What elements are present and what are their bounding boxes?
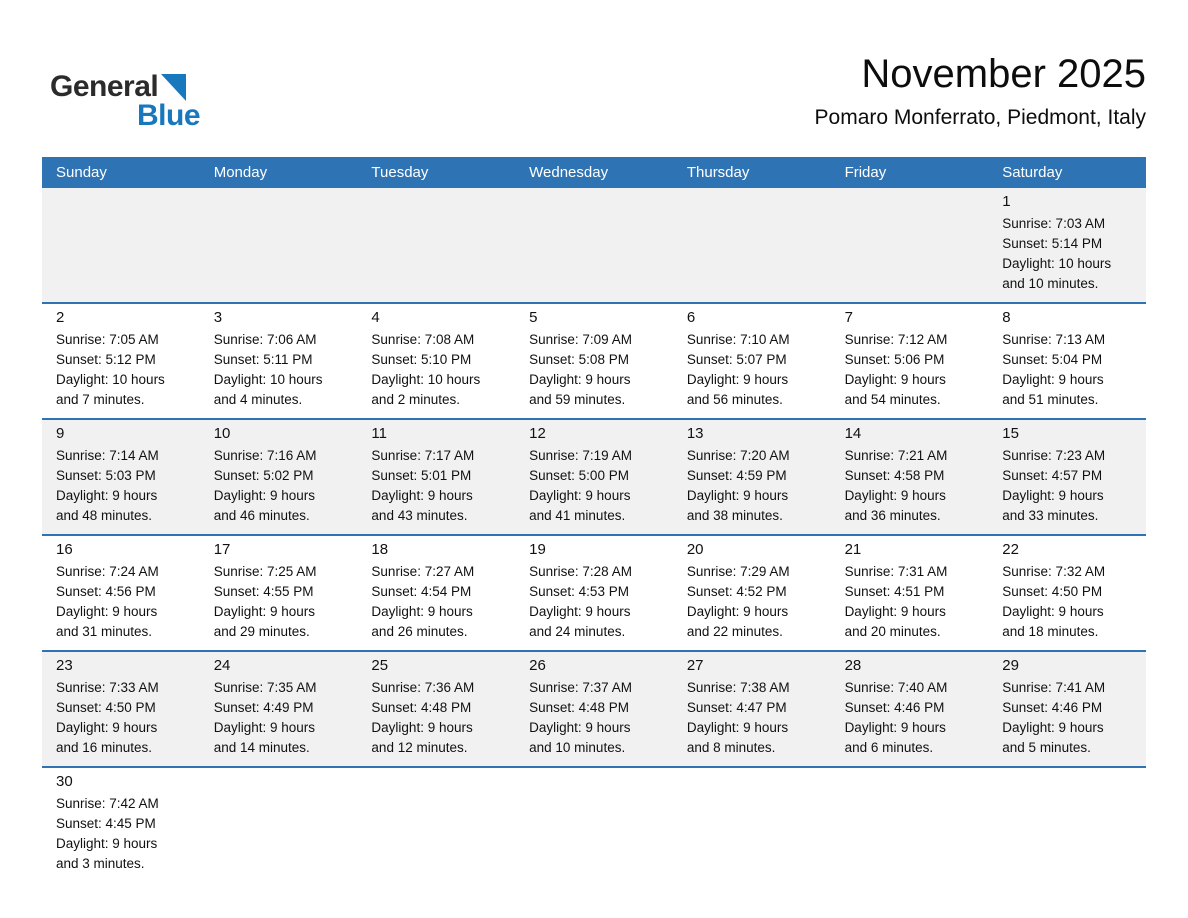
day-detail: Sunset: 4:49 PM: [213, 700, 314, 715]
day-cell: [831, 420, 989, 534]
calendar-weeks: [42, 188, 1146, 882]
day-detail: Sunset: 4:50 PM: [56, 700, 156, 715]
logo-text-general: General: [50, 70, 159, 103]
day-lines: [56, 794, 192, 874]
day-detail: Sunset: 5:02 PM: [213, 468, 314, 483]
title-block: [815, 52, 1146, 130]
day-cell: [357, 304, 515, 418]
empty-cell: [200, 768, 358, 882]
weekday-label-saturday: Saturday: [1002, 164, 1063, 181]
day-detail: Sunset: 5:10 PM: [371, 352, 472, 367]
day-detail: Sunset: 5:11 PM: [213, 352, 313, 367]
day-detail: Sunrise: 7:31 AM: [844, 564, 948, 579]
day-detail: Sunrise: 7:19 AM: [529, 448, 632, 463]
day-number: 22: [1002, 541, 1019, 558]
day-number: 7: [844, 309, 853, 326]
day-lines: [529, 562, 665, 642]
day-detail: Daylight: 9 hours: [56, 488, 158, 503]
week-row: [42, 302, 1146, 418]
day-cell: [673, 420, 831, 534]
day-lines: [845, 330, 981, 410]
day-number: 27: [686, 657, 704, 674]
day-lines: [845, 446, 981, 526]
day-detail: Daylight: 9 hours: [371, 488, 473, 503]
day-number: 23: [56, 657, 73, 674]
weekday-label-friday: Friday: [844, 164, 887, 181]
day-detail: and 22 minutes.: [686, 624, 783, 639]
day-detail: Daylight: 9 hours: [56, 836, 158, 851]
day-cell: [515, 536, 673, 650]
weekday-label-thursday: Thursday: [686, 164, 750, 181]
day-detail: Sunset: 4:50 PM: [1002, 584, 1103, 599]
day-detail: Sunrise: 7:36 AM: [371, 680, 475, 695]
day-detail: Sunrise: 7:20 AM: [686, 448, 790, 463]
day-number: 28: [844, 657, 862, 674]
day-detail: and 46 minutes.: [213, 508, 310, 523]
day-detail: Daylight: 9 hours: [213, 720, 316, 735]
day-detail: Daylight: 9 hours: [213, 604, 316, 619]
day-cell: [42, 304, 200, 418]
day-cell: [988, 420, 1146, 534]
weekday-label-wednesday: Wednesday: [529, 164, 609, 181]
day-detail: and 29 minutes.: [213, 624, 310, 639]
day-detail: Daylight: 9 hours: [529, 604, 631, 619]
day-detail: and 18 minutes.: [1002, 624, 1099, 639]
day-detail: and 12 minutes.: [371, 740, 468, 755]
day-detail: and 59 minutes.: [529, 392, 626, 407]
day-detail: Sunrise: 7:38 AM: [686, 680, 790, 695]
day-lines: [1002, 330, 1138, 410]
day-lines: [56, 330, 192, 410]
day-detail: Daylight: 10 hours: [371, 372, 481, 387]
day-number: 2: [56, 309, 65, 326]
day-number: 25: [371, 657, 389, 674]
empty-cell: [673, 768, 831, 882]
day-cell: [515, 304, 673, 418]
day-detail: Sunrise: 7:29 AM: [686, 564, 790, 579]
day-detail: Sunset: 5:01 PM: [371, 468, 472, 483]
day-cell: [988, 304, 1146, 418]
day-detail: Sunset: 4:55 PM: [213, 584, 314, 599]
day-detail: Sunrise: 7:27 AM: [371, 564, 475, 579]
day-detail: Daylight: 9 hours: [1002, 372, 1104, 387]
day-detail: and 41 minutes.: [529, 508, 626, 523]
day-detail: and 4 minutes.: [213, 392, 303, 407]
day-detail: and 5 minutes.: [1002, 740, 1091, 755]
day-detail: Sunrise: 7:37 AM: [529, 680, 632, 695]
day-detail: Sunset: 4:47 PM: [686, 700, 787, 715]
day-detail: Sunrise: 7:23 AM: [1002, 448, 1106, 463]
day-detail: Daylight: 9 hours: [686, 488, 789, 503]
day-detail: Sunset: 4:45 PM: [56, 816, 156, 831]
day-detail: and 7 minutes.: [56, 392, 145, 407]
day-detail: and 31 minutes.: [56, 624, 153, 639]
day-cell: [200, 420, 358, 534]
day-detail: Daylight: 9 hours: [844, 488, 946, 503]
day-lines: [1002, 562, 1138, 642]
empty-cell: [515, 768, 673, 882]
day-detail: Sunset: 5:12 PM: [56, 352, 156, 367]
day-lines: [56, 446, 192, 526]
empty-cell: [200, 188, 358, 302]
empty-cell: [831, 188, 989, 302]
day-cell: [673, 304, 831, 418]
day-detail: Sunset: 5:06 PM: [844, 352, 945, 367]
day-number: 24: [213, 657, 231, 674]
day-detail: Sunset: 4:52 PM: [686, 584, 787, 599]
day-lines: [529, 330, 665, 410]
day-detail: Daylight: 9 hours: [371, 720, 473, 735]
day-detail: Daylight: 9 hours: [529, 372, 631, 387]
day-detail: Sunrise: 7:21 AM: [844, 448, 948, 463]
day-detail: Daylight: 9 hours: [686, 372, 789, 387]
day-number: 10: [213, 425, 231, 442]
calendar: [42, 157, 1146, 882]
day-detail: Sunrise: 7:14 AM: [56, 448, 159, 463]
day-detail: Sunrise: 7:35 AM: [213, 680, 317, 695]
day-detail: and 36 minutes.: [844, 508, 941, 523]
day-detail: Sunset: 4:46 PM: [844, 700, 945, 715]
day-cell: [988, 536, 1146, 650]
day-cell: [988, 652, 1146, 766]
day-lines: [687, 330, 823, 410]
weekday-label-tuesday: Tuesday: [371, 164, 429, 181]
day-lines: [529, 446, 665, 526]
day-lines: [56, 562, 192, 642]
week-row: [42, 766, 1146, 882]
day-detail: and 10 minutes.: [1002, 276, 1099, 291]
day-detail: Sunrise: 7:28 AM: [529, 564, 632, 579]
day-detail: and 38 minutes.: [686, 508, 783, 523]
day-detail: Daylight: 9 hours: [529, 488, 631, 503]
day-lines: [371, 562, 507, 642]
day-lines: [687, 562, 823, 642]
day-detail: Sunset: 5:04 PM: [1002, 352, 1103, 367]
logo-text-blue: Blue: [137, 99, 201, 132]
day-cell: [831, 536, 989, 650]
day-lines: [214, 678, 350, 758]
day-detail: Sunset: 4:54 PM: [371, 584, 472, 599]
day-detail: Sunrise: 7:09 AM: [529, 332, 632, 347]
day-detail: Sunrise: 7:08 AM: [371, 332, 475, 347]
day-detail: Daylight: 9 hours: [844, 372, 946, 387]
day-number: 4: [371, 309, 380, 326]
day-cell: [357, 536, 515, 650]
day-detail: Sunset: 5:14 PM: [1002, 236, 1103, 251]
day-detail: and 10 minutes.: [529, 740, 626, 755]
general-blue-logo: [50, 72, 200, 131]
week-row: [42, 188, 1146, 302]
day-number: 11: [371, 425, 387, 442]
day-lines: [845, 562, 981, 642]
day-cell: [200, 304, 358, 418]
empty-cell: [357, 768, 515, 882]
day-detail: Sunset: 5:00 PM: [529, 468, 629, 483]
day-detail: Sunrise: 7:16 AM: [213, 448, 317, 463]
day-cell: [42, 652, 200, 766]
day-cell: [42, 536, 200, 650]
day-detail: Sunrise: 7:25 AM: [213, 564, 317, 579]
day-lines: [214, 562, 350, 642]
day-detail: Sunset: 5:03 PM: [56, 468, 156, 483]
day-number: 21: [844, 541, 862, 558]
day-cell: [515, 652, 673, 766]
day-lines: [56, 678, 192, 758]
day-detail: Daylight: 9 hours: [1002, 488, 1104, 503]
day-detail: and 56 minutes.: [686, 392, 783, 407]
page-header: [0, 0, 1188, 157]
day-detail: Sunrise: 7:42 AM: [56, 796, 159, 811]
empty-cell: [988, 768, 1146, 882]
day-number: 20: [686, 541, 704, 558]
day-detail: Daylight: 9 hours: [213, 488, 316, 503]
day-cell: [673, 652, 831, 766]
day-lines: [214, 330, 350, 410]
day-number: 15: [1002, 425, 1019, 442]
day-detail: Daylight: 10 hours: [56, 372, 165, 387]
day-lines: [371, 678, 507, 758]
day-detail: Sunset: 4:58 PM: [844, 468, 945, 483]
day-detail: Sunset: 4:57 PM: [1002, 468, 1103, 483]
day-lines: [1002, 678, 1138, 758]
day-detail: and 51 minutes.: [1002, 392, 1099, 407]
day-lines: [371, 446, 507, 526]
day-detail: Daylight: 10 hours: [213, 372, 323, 387]
day-detail: Sunrise: 7:06 AM: [213, 332, 317, 347]
day-detail: Sunrise: 7:12 AM: [844, 332, 948, 347]
day-detail: and 6 minutes.: [844, 740, 934, 755]
day-cell: [831, 304, 989, 418]
day-detail: Sunset: 4:46 PM: [1002, 700, 1103, 715]
day-number: 5: [529, 309, 538, 326]
day-detail: Daylight: 9 hours: [1002, 604, 1104, 619]
day-number: 13: [686, 425, 704, 442]
day-number: 1: [1002, 193, 1011, 210]
day-detail: Daylight: 9 hours: [56, 604, 158, 619]
day-cell: [673, 536, 831, 650]
day-detail: Sunrise: 7:33 AM: [56, 680, 159, 695]
month-title: November 2025: [861, 52, 1146, 96]
empty-cell: [831, 768, 989, 882]
day-lines: [687, 678, 823, 758]
day-detail: Sunrise: 7:40 AM: [844, 680, 948, 695]
day-detail: and 14 minutes.: [213, 740, 310, 755]
day-cell: [357, 652, 515, 766]
day-detail: and 33 minutes.: [1002, 508, 1099, 523]
day-detail: Daylight: 9 hours: [371, 604, 473, 619]
location-subtitle: Pomaro Monferrato, Piedmont, Italy: [814, 106, 1146, 129]
day-detail: Sunset: 4:48 PM: [371, 700, 472, 715]
day-cell: [200, 536, 358, 650]
day-detail: Sunset: 4:51 PM: [844, 584, 945, 599]
week-row: [42, 534, 1146, 650]
day-lines: [371, 330, 507, 410]
day-detail: Daylight: 9 hours: [529, 720, 631, 735]
day-detail: Sunrise: 7:17 AM: [371, 448, 475, 463]
day-number: 12: [529, 425, 546, 442]
day-detail: and 8 minutes.: [686, 740, 776, 755]
day-detail: Sunset: 4:53 PM: [529, 584, 629, 599]
day-detail: and 16 minutes.: [56, 740, 153, 755]
day-detail: and 20 minutes.: [844, 624, 941, 639]
day-cell: [515, 420, 673, 534]
day-number: 18: [371, 541, 389, 558]
day-number: 9: [56, 425, 65, 442]
day-cell: [988, 188, 1146, 302]
day-detail: Daylight: 9 hours: [844, 720, 946, 735]
day-lines: [687, 446, 823, 526]
week-row: [42, 650, 1146, 766]
day-number: 6: [686, 309, 696, 326]
day-number: 26: [529, 657, 546, 674]
day-number: 30: [56, 773, 73, 790]
day-number: 16: [56, 541, 73, 558]
day-detail: and 48 minutes.: [56, 508, 153, 523]
day-detail: and 2 minutes.: [371, 392, 460, 407]
day-detail: and 43 minutes.: [371, 508, 468, 523]
day-detail: Sunrise: 7:10 AM: [686, 332, 790, 347]
day-detail: Sunset: 4:59 PM: [686, 468, 787, 483]
day-lines: [214, 446, 350, 526]
day-detail: Daylight: 9 hours: [844, 604, 946, 619]
empty-cell: [42, 188, 200, 302]
day-cell: [42, 420, 200, 534]
day-detail: Daylight: 10 hours: [1002, 256, 1112, 271]
empty-cell: [357, 188, 515, 302]
weekday-label-sunday: Sunday: [56, 164, 107, 181]
day-lines: [1002, 214, 1138, 294]
day-detail: Daylight: 9 hours: [56, 720, 158, 735]
day-number: 8: [1002, 309, 1011, 326]
day-number: 17: [213, 541, 231, 558]
day-detail: Sunrise: 7:03 AM: [1002, 216, 1106, 231]
day-detail: Daylight: 9 hours: [1002, 720, 1104, 735]
week-row: [42, 418, 1146, 534]
empty-cell: [673, 188, 831, 302]
day-cell: [200, 652, 358, 766]
weekday-label-monday: Monday: [213, 164, 268, 181]
day-lines: [845, 678, 981, 758]
day-detail: and 3 minutes.: [56, 856, 145, 871]
day-cell: [357, 420, 515, 534]
day-number: 19: [529, 541, 546, 558]
day-detail: Sunrise: 7:32 AM: [1002, 564, 1106, 579]
day-number: 14: [844, 425, 862, 442]
day-detail: and 26 minutes.: [371, 624, 468, 639]
day-detail: Sunset: 5:07 PM: [686, 352, 787, 367]
day-detail: Sunrise: 7:24 AM: [56, 564, 159, 579]
weekday-header: [42, 157, 1146, 188]
day-cell: [831, 652, 989, 766]
day-lines: [1002, 446, 1138, 526]
day-detail: Sunset: 5:08 PM: [529, 352, 629, 367]
day-detail: and 54 minutes.: [844, 392, 941, 407]
day-detail: and 24 minutes.: [529, 624, 626, 639]
day-detail: Daylight: 9 hours: [686, 604, 789, 619]
day-number: 29: [1002, 657, 1019, 674]
day-lines: [529, 678, 665, 758]
empty-cell: [515, 188, 673, 302]
day-detail: Sunrise: 7:41 AM: [1002, 680, 1106, 695]
day-number: 3: [213, 309, 223, 326]
day-detail: Sunset: 4:48 PM: [529, 700, 629, 715]
day-cell: [42, 768, 200, 882]
day-detail: Sunrise: 7:05 AM: [56, 332, 159, 347]
day-detail: Sunrise: 7:13 AM: [1002, 332, 1106, 347]
day-detail: Sunset: 4:56 PM: [56, 584, 156, 599]
day-detail: Daylight: 9 hours: [686, 720, 789, 735]
